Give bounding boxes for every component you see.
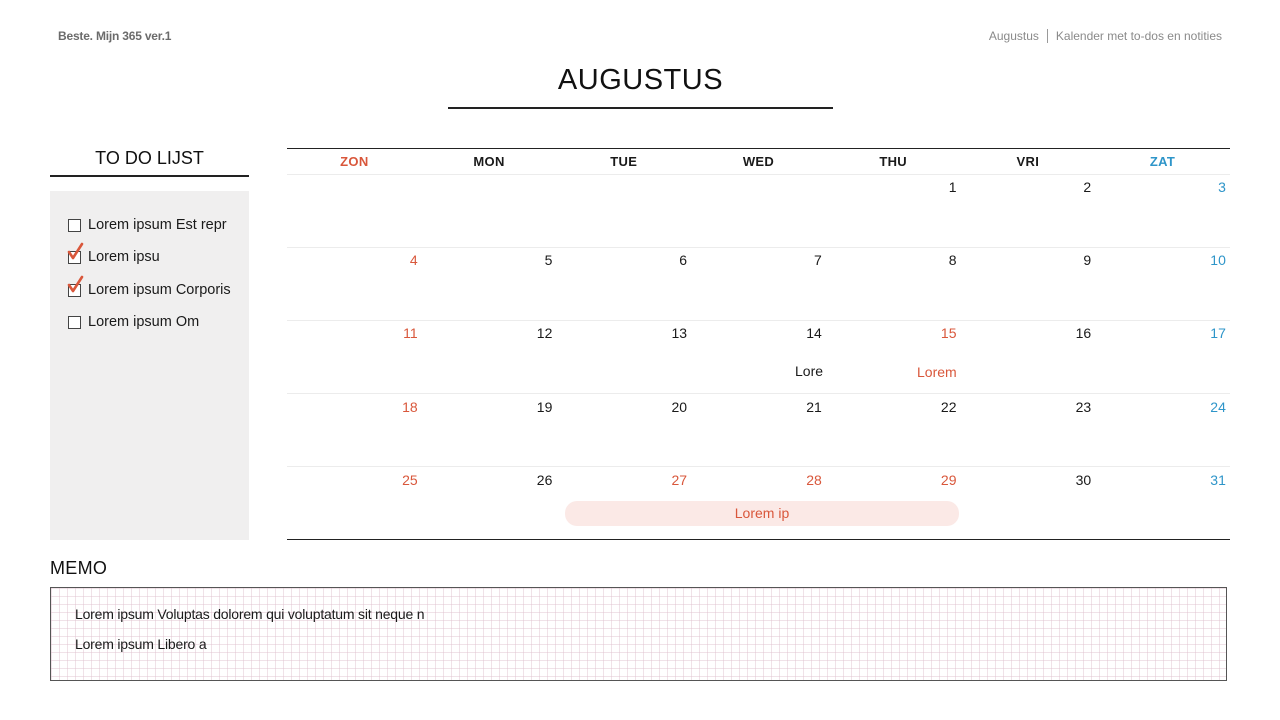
day-cell[interactable]: 24 — [1210, 399, 1226, 415]
day-cell[interactable]: 14 — [806, 325, 822, 341]
header-divider — [1047, 29, 1048, 43]
month-title: AUGUSTUS — [557, 64, 724, 96]
todo-item-label: Lorem ipsu — [88, 249, 160, 265]
memo-line: Lorem ipsum Voluptas dolorem qui voluptatum sit neque n — [75, 606, 425, 622]
weekday-sunday: ZON — [340, 154, 369, 169]
multi-day-event-bar[interactable]: Lorem ip — [565, 501, 959, 526]
day-cell[interactable]: 11 — [403, 325, 418, 341]
todo-item[interactable] — [68, 314, 199, 330]
weekday-wednesday: WED — [742, 154, 775, 169]
month-link[interactable]: Augustus — [988, 29, 1039, 43]
weekday-saturday: ZAT — [1149, 154, 1176, 169]
weekday-tuesday: TUE — [610, 154, 638, 169]
day-cell[interactable]: 27 — [671, 472, 688, 488]
day-cell[interactable]: 2 — [1083, 179, 1092, 195]
calendar-top-rule — [287, 148, 1230, 149]
day-cell[interactable]: 28 — [806, 472, 822, 488]
day-cell[interactable]: 7 — [813, 252, 822, 268]
day-cell[interactable]: 1 — [948, 179, 957, 195]
todo-title: TO DO LIJST — [95, 148, 204, 168]
event-label[interactable]: Lore — [795, 363, 824, 379]
week-divider — [287, 320, 1230, 321]
day-cell[interactable]: 23 — [1075, 399, 1092, 415]
todo-item-label: Lorem ipsum Est repr — [88, 217, 227, 233]
day-cell[interactable]: 22 — [940, 399, 957, 415]
day-cell[interactable]: 10 — [1210, 252, 1226, 268]
day-cell[interactable]: 20 — [671, 399, 688, 415]
brand-label: Beste. Mijn 365 ver.1 — [58, 29, 172, 43]
todo-checkbox[interactable] — [68, 251, 81, 264]
month-title-underline — [448, 107, 833, 109]
week-divider — [287, 466, 1230, 467]
week-divider — [287, 393, 1230, 394]
week-divider — [287, 174, 1230, 175]
day-cell[interactable]: 29 — [940, 472, 957, 488]
day-cell[interactable]: 8 — [948, 252, 957, 268]
day-cell[interactable]: 9 — [1083, 252, 1092, 268]
checkmark-icon — [67, 275, 85, 295]
weekday-thursday: THU — [879, 154, 907, 169]
memo-box[interactable] — [50, 587, 1227, 681]
day-cell[interactable]: 6 — [679, 252, 688, 268]
memo-title: MEMO — [50, 558, 108, 578]
day-cell[interactable]: 5 — [544, 252, 553, 268]
todo-item[interactable] — [68, 249, 160, 265]
day-cell[interactable]: 3 — [1218, 179, 1226, 195]
day-cell[interactable]: 13 — [671, 325, 688, 341]
checkmark-icon — [67, 242, 85, 262]
todo-item-label: Lorem ipsum Om — [88, 314, 200, 330]
day-cell[interactable]: 25 — [402, 472, 418, 488]
todo-panel — [50, 191, 249, 540]
day-cell[interactable]: 30 — [1075, 472, 1092, 488]
day-cell[interactable]: 15 — [940, 325, 957, 341]
day-cell[interactable]: 31 — [1210, 472, 1226, 488]
day-cell[interactable]: 16 — [1075, 325, 1092, 341]
todo-checkbox[interactable] — [68, 219, 81, 232]
header-nav — [989, 29, 1222, 43]
day-cell[interactable]: 12 — [536, 325, 553, 341]
day-cell[interactable]: 18 — [402, 399, 418, 415]
day-cell[interactable]: 4 — [409, 252, 418, 268]
todo-checkbox[interactable] — [68, 316, 81, 329]
week-divider — [287, 247, 1230, 248]
weekday-monday: MON — [473, 154, 505, 169]
day-cell[interactable]: 19 — [536, 399, 553, 415]
subtitle-link[interactable]: Kalender met to-dos en notities — [1055, 29, 1222, 43]
todo-item[interactable] — [68, 282, 231, 298]
calendar-grid — [287, 148, 1230, 540]
event-label[interactable]: Lorem — [917, 364, 957, 380]
todo-item[interactable] — [68, 217, 227, 233]
calendar-bottom-rule — [287, 539, 1230, 541]
todo-item-label: Lorem ipsum Corporis — [88, 282, 231, 298]
day-cell[interactable]: 17 — [1210, 325, 1226, 341]
memo-line: Lorem ipsum Libero a — [75, 636, 207, 652]
weekday-friday: VRI — [1016, 154, 1040, 169]
todo-title-underline — [50, 175, 249, 177]
day-cell[interactable]: 21 — [806, 399, 822, 415]
day-cell[interactable]: 26 — [536, 472, 553, 488]
todo-checkbox[interactable] — [68, 284, 81, 297]
